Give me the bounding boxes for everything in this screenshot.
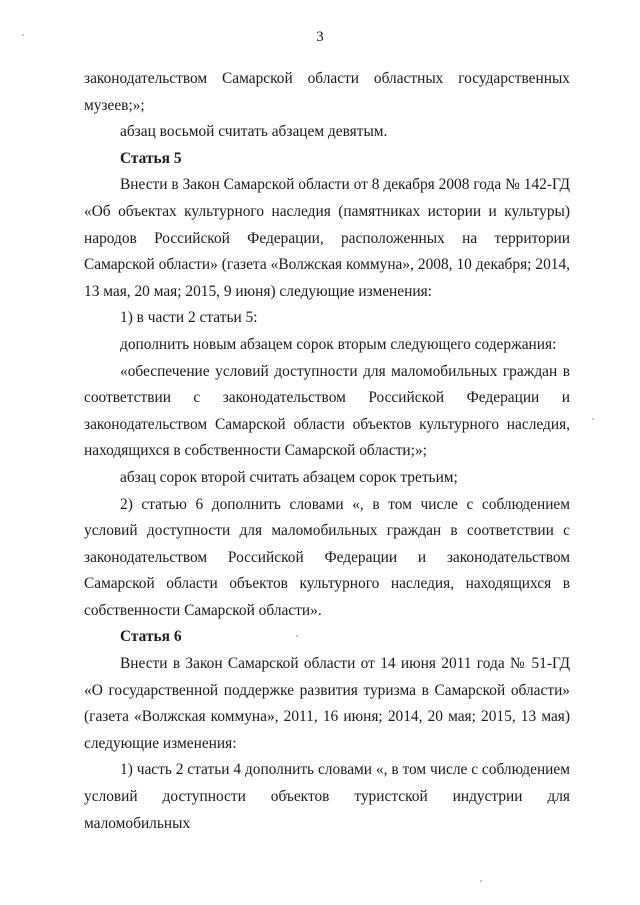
heading-article-5: Статья 5 — [120, 149, 182, 167]
paragraph-item-1-article-4: 1) часть 2 статьи 4 дополнить словами «, в том числе с соблюдением условий доступности объектов туристской индустрии для маломобильных — [84, 761, 570, 832]
paragraph-item-1-article-5: 1) в части 2 статьи 5: — [120, 309, 258, 327]
paragraph-item-2-article-6: 2) статью 6 дополнить словами «, в том числе с соблюдением условий доступности для маломобильных граждан в соответствии с законодательством Российской Федерации и законодательством Самарской области объектов культурного наследия, находящихся в собственности Самарской области». — [84, 495, 570, 619]
paragraph-article-6-intro: Внести в Закон Самарской области от 14 июня 2011 года № 51-ГД «О государственной поддержке развития туризма в Самарской области» (газета «Волжская коммуна», 2011, 16 июня; 2014, 20 мая; 2015, 13 мая) следующие изменения: — [84, 655, 570, 752]
page-number: 3 — [316, 29, 324, 45]
heading-article-6: Статья 6 — [120, 628, 182, 646]
scan-speck — [22, 34, 24, 36]
scan-speck — [592, 418, 594, 420]
paragraph-paragraph-eight: абзац восьмой считать абзацем девятым. — [120, 123, 388, 141]
paragraph-accessibility-quote: «обеспечение условий доступности для маломобильных граждан в соответствии с законодательством Российской Федерации и законодательством Самарской области объектов культурного наследия, находящихся в собственности Самарской области;»; — [84, 362, 570, 460]
document-body — [84, 66, 570, 837]
paragraph-add-paragraph-42: дополнить новым абзацем сорок вторым следующего содержания: — [120, 335, 557, 353]
paragraph-article-5-intro: Внести в Закон Самарской области от 8 декабря 2008 года № 142-ГД «Об объектах культурного наследия (памятниках истории и культуры) народов Российской Федерации, расположенных на территории Самарской области» (газета «Волжская коммуна», 2008, 10 декабря; 2014, 13 мая, 20 мая; 2015, 9 июня) следующие изменения: — [84, 176, 570, 300]
paragraph-museums-continuation: законодательством Самарской области областных государственных музеев;»; — [84, 70, 570, 114]
scan-speck — [480, 880, 482, 882]
paragraph-paragraph-42-rename: абзац сорок второй считать абзацем сорок третьим; — [120, 468, 458, 486]
scan-speck — [296, 635, 298, 637]
